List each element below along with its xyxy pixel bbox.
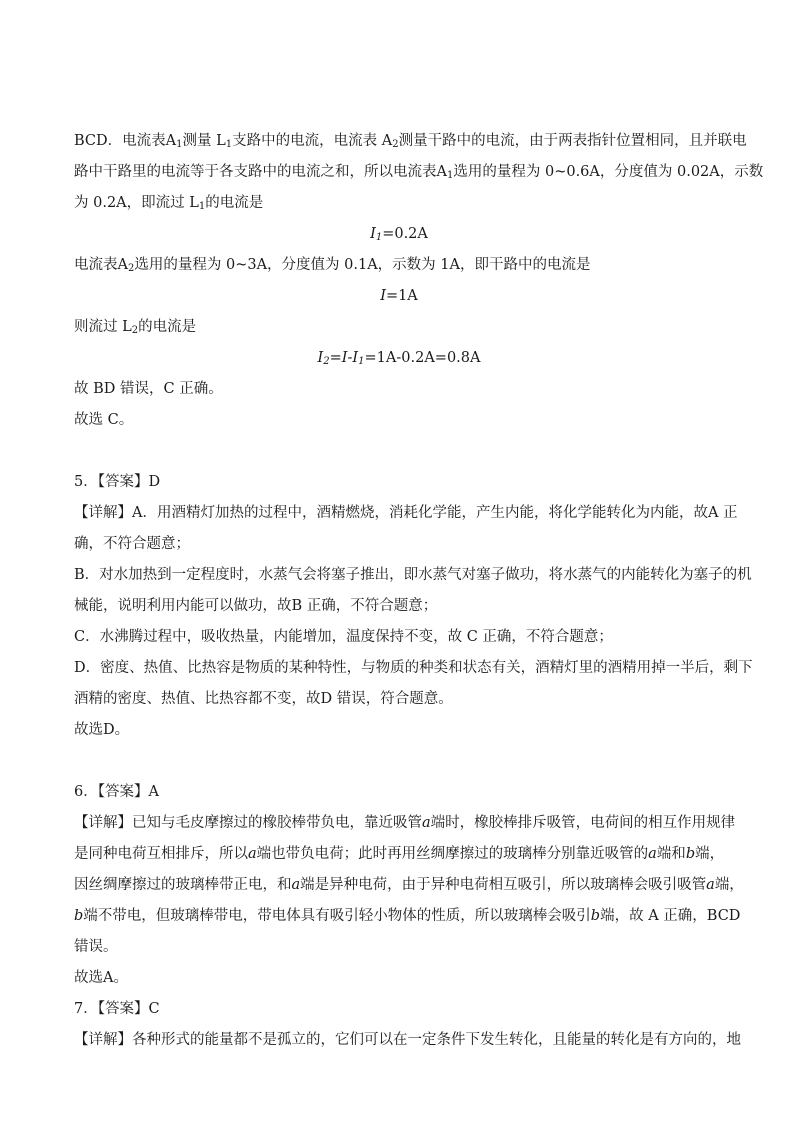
q4-conclusion: 故选 C。 xyxy=(74,412,134,428)
q7-answer: 7．【答案】C xyxy=(74,1001,160,1017)
q5-conclusion: 故选D。 xyxy=(74,722,130,738)
q7-line-1: 【详解】各种形式的能量都不是孤立的，它们可以在一定条件下发生转化，且能量的转化是有方向的，地 xyxy=(74,1032,741,1048)
q6-line-2: 是同种电荷互相排斥，所以a端也带负电荷；此时再用丝绸摩擦过的玻璃棒分别靠近吸管的a端和b端， xyxy=(74,846,725,862)
q6-line-3: 因丝绸摩擦过的玻璃棒带正电，和a端是异种电荷，由于异种电荷相互吸引，所以玻璃棒会吸引吸管a端， xyxy=(74,877,744,893)
q5-line-4: 械能，说明利用内能可以做功，故B 正确，不符合题意； xyxy=(74,598,438,614)
q5-line-6: D．密度、热值、比热容是物质的某种特性，与物质的种类和状态有关，酒精灯里的酒精用掉一半后，剩下 xyxy=(74,660,753,676)
q6-line-4: b端不带电，但玻璃棒带电，带电体具有吸引轻小物体的性质，所以玻璃棒会吸引b端，故 A 正确，BCD xyxy=(74,908,741,924)
q4-text-line-6: 故 BD 错误，C 正确。 xyxy=(74,381,223,397)
q4-text-line-2: 路中干路里的电流等于各支路中的电流之和，所以电流表$A_1$选用的量程为 0~0.6A，分度值为 0.02A，示数 xyxy=(74,164,764,181)
q5-answer: 5．【答案】D xyxy=(74,474,161,490)
q4-text-line-4: 电流表$A_2$选用的量程为 0~3A，分度值为 0.1A，示数为 1A，即干路中的电流是 xyxy=(74,257,591,274)
equation-i1: $I_1=0.2A$ xyxy=(370,226,428,243)
q4-text-line-1: BCD．电流表$A_1$测量 $L_1$支路中的电流，电流表 $A_2$测量干路中的电流，由于两表指针位置相同，且并联电 xyxy=(74,133,747,150)
q5-line-7: 酒精的密度、热值、比热容都不变，故D 错误，符合题意。 xyxy=(74,691,453,707)
equation-i2: $I_2=I-I_1=1A-0.2A=0.8A$ xyxy=(317,350,481,367)
q6-answer: 6．【答案】A xyxy=(74,784,159,800)
equation-i: I=1A xyxy=(380,288,418,304)
q5-line-3: B．对水加热到一定程度时，水蒸气会将塞子推出，即水蒸气对塞子做功，将水蒸气的内能转化为塞子的机 xyxy=(74,567,752,583)
q5-line-2: 确，不符合题意； xyxy=(74,536,190,552)
q6-line-5: 错误。 xyxy=(74,939,118,955)
q6-line-1: 【详解】已知与毛皮摩擦过的橡胶棒带负电，靠近吸管a端时，橡胶棒排斥吸管，电荷间的相互作用规律 xyxy=(74,815,736,831)
q4-text-line-5: 则流过 $L_2$的电流是 xyxy=(74,319,197,336)
q4-text-line-3: 为 0.2A，即流过 $L_1$的电流是 xyxy=(74,195,264,212)
q5-line-1: 【详解】A．用酒精灯加热的过程中，酒精燃烧，消耗化学能，产生内能，将化学能转化为内能，故A 正 xyxy=(74,505,738,521)
q6-conclusion: 故选A。 xyxy=(74,970,128,986)
q5-line-5: C．水沸腾过程中，吸收热量，内能增加，温度保持不变，故 C 正确，不符合题意； xyxy=(74,629,613,645)
